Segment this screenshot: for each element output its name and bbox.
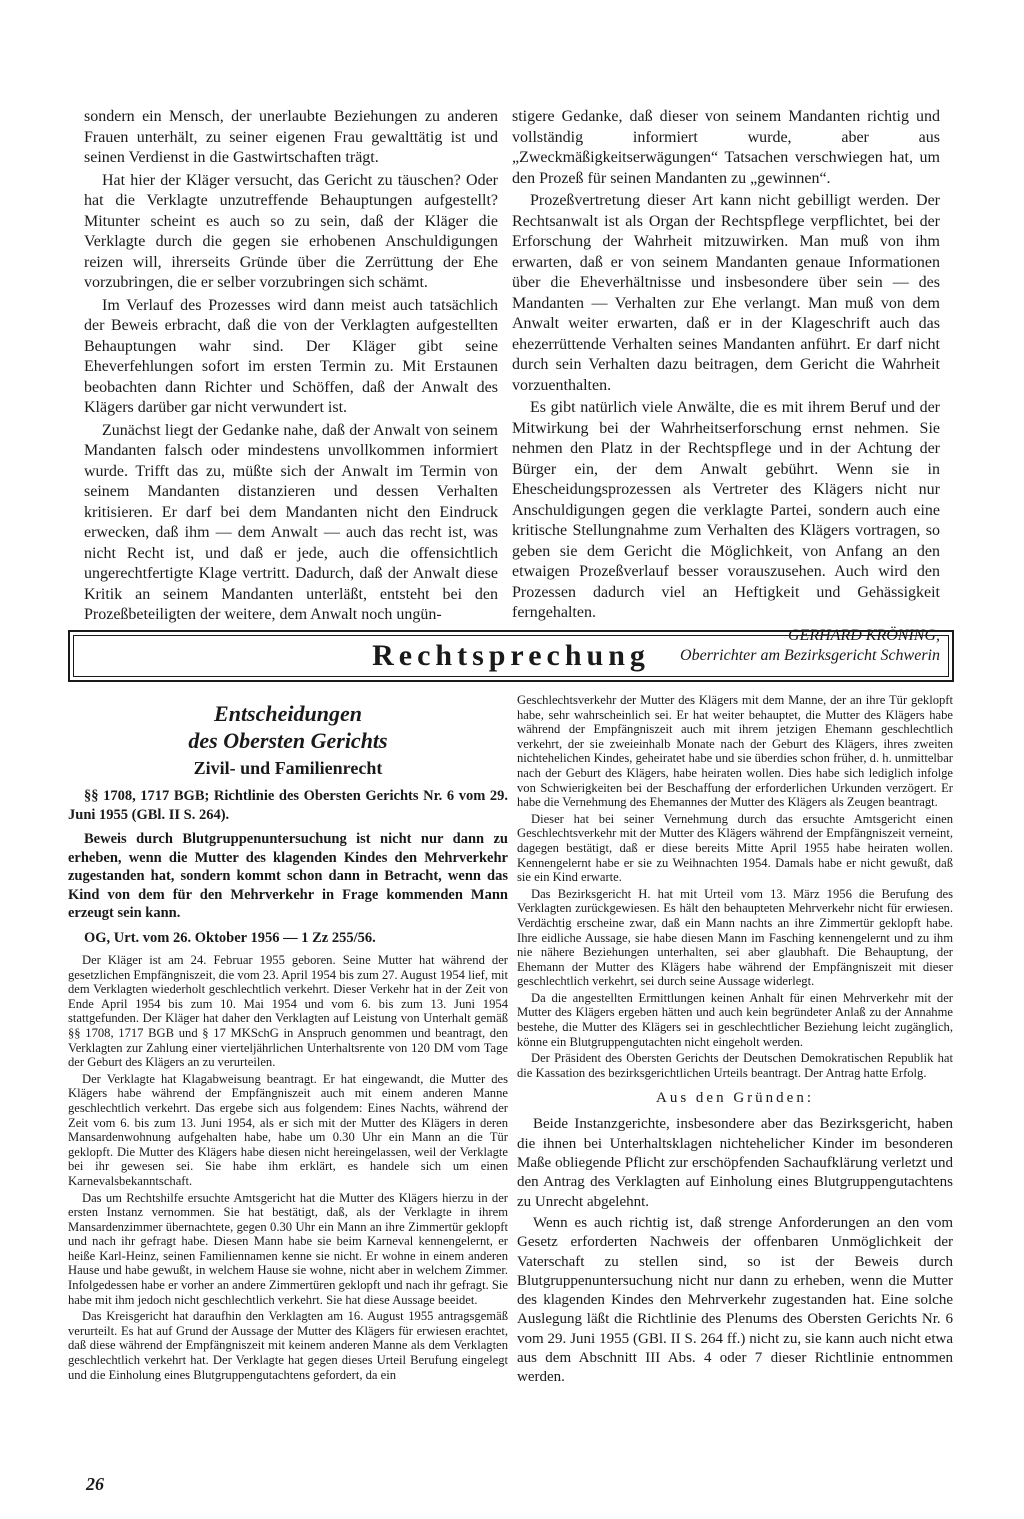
- paragraph: Das um Rechtshilfe ersuchte Amtsgericht hat die Mutter des Klägers hierzu in der ersten Instanz vernommen. Sie hat bestätigt, daß, als der Verklagte in ihrem Mansardenzimmer übernachtete, gegen 0.30 Uhr ein Mann an ihre Zimmertür geklopft und nach ihr gefragt habe. Diesen Mann habe sie beim Karneval kennengelernt, er heiße Karl-Heinz, seinen Familiennamen kenne sie nicht. Er wohne in einem anderen Hause und habe gewußt, in welchem Hause sie wohne, nicht aber in welchem Zimmer. Infolgedessen habe er vorher an andere Zimmertüren geklopft und nach ihr gefragt. Sie habe mit ihm jedoch nicht geschlechtlich verkehrt. Sie hat diese Aussage beeidet.: [68, 1190, 508, 1307]
- page-number: 26: [86, 1474, 104, 1494]
- heading-line-2: des Obersten Gerichts: [188, 728, 388, 753]
- author-title: Oberrichter am Bezirksgericht Schwerin: [680, 647, 940, 664]
- judgment-reference: OG, Urt. vom 26. Oktober 1956 — 1 Zz 255/56.: [84, 929, 376, 946]
- headnote: Beweis durch Blutgruppenuntersuchung ist nicht nur dann zu erheben, wenn die Mutter des klagenden Kindes den Mehrverkehr zugestanden hat, sondern kommt schon dann in Betracht, wenn das Kind von dem für den Mehrverkehr in Frage kommenden Mann erzeugt sein kann.: [68, 831, 508, 921]
- paragraph: sondern ein Mensch, der unerlaubte Beziehungen zu anderen Frauen unterhält, zu seiner eigenen Frau gewalttätig ist und seinen Verdienst in die Gastwirtschaften trägt.: [84, 108, 498, 166]
- paragraph: Prozeßvertretung dieser Art kann nicht gebilligt werden. Der Rechtsanwalt ist als Organ der Rechtspflege verpflichtet, bei der Erforschung der Wahrheit mitzuwirken. Man muß von ihm erwarten, daß er von seinem Mandanten genaue Informationen über die Eheverhältnisse und insbesondere über sein — des Mandanten — Verhalten zur Ehe verlangt. Man muß von dem Anwalt weiter erwarten, daß er in der Klageschrift auch das ehezerrüttende Verhalten seines Mandanten anführt. Er darf nicht durch sein Verhalten dazu beitragen, dem Gericht die Wahrheit vorzuenthalten.: [512, 192, 940, 394]
- heading-line-1: Entscheidungen: [214, 701, 362, 726]
- author-name: GERHARD KRÖNING,: [788, 626, 940, 644]
- reasons-text: [517, 1115, 953, 1387]
- subheading: Zivil- und Familienrecht: [193, 758, 383, 778]
- bottom-right-column: [517, 693, 953, 1390]
- paragraph: Geschlechtsverkehr der Mutter des Klägers mit dem Manne, der an ihre Tür geklopft habe, sehr wahrscheinlich sei. Er hat weiter behauptet, die Mutter des Klägers habe während der Empfängniszeit auch mit ihrem jetzigen Ehemann geschlechtlich verkehrt, der sie zweieinhalb Monate nach der Geburt des Klägers, ihres zweiten nichtehelichen Kindes, geheiratet habe und sie überdies schon früher, d. h. unmittelbar nach der Geburt des Klägers, habe heiraten wollen. Dies habe sich lediglich infolge von Schwierigkeiten bei der Beschaffung der erforderlichen Urkunden verzögert. Er habe die Vernehmung des Ehemannes der Mutter des Klägers als Zeugen beantragt.: [517, 693, 953, 810]
- case-facts: [68, 953, 508, 1382]
- reasons-heading: Aus den Gründen:: [656, 1090, 814, 1107]
- bottom-left-column: [68, 700, 508, 1384]
- citation: §§ 1708, 1717 BGB; Richtlinie des Obersten Gerichts Nr. 6 vom 29. Juni 1955 (GBl. II S. 264).: [68, 788, 508, 823]
- paragraph: Beide Instanzgerichte, insbesondere aber das Bezirksgericht, haben die ihnen bei Unterhaltsklagen nichtehelicher Kinder im besonderen Maße obliegende Pflicht zur erschöpfenden Sachaufklärung verletzt und den Antrag des Verklagten auf Einholung eines Blutgruppengutachtens zu Unrecht abgelehnt.: [517, 1116, 953, 1210]
- paragraph: Da die angestellten Ermittlungen keinen Anhalt für einen Mehrverkehr mit der Mutter des Klägers ergeben hätten und auch kein begründeter Anlaß zu der Annahme bestehe, die Mutter des Klägers sei in geschlechtlicher Beziehung leicht zugänglich, könne ein Blutgruppengutachten nicht eingeholt werden.: [517, 990, 953, 1049]
- paragraph: Es gibt natürlich viele Anwälte, die es mit ihrem Beruf und der Mitwirkung bei der Wahrheitserforschung ernst nehmen. Sie nehmen den Platz in der Rechtspflege und in der Achtung der Bürger ein, der dem Anwalt gebührt. Wenn sie in Ehescheidungsprozessen als Vertreter des Klägers nicht nur Anschuldigungen gegen die verklagte Partei, sondern auch eine kritische Stellungnahme zum Verhalten des Klägers vortragen, so geben sie dem Gericht die Möglichkeit, von Anfang an den etwaigen Prozeßverlauf besser vorauszusehen. Auch wird den Prozessen dadurch viel an Heftigkeit und Gehässigkeit ferngehalten.: [512, 399, 940, 621]
- paragraph: Dieser hat bei seiner Vernehmung durch das ersuchte Amtsgericht einen Geschlechtsverkehr mit der Mutter des Klägers während der Empfängniszeit verneint, dagegen bestätigt, daß er diese bereits Mitte April 1955 habe heiraten wollen. Kennengelernt habe er sie zu Weihnachten 1954. Damals habe er nicht gewußt, daß sie ein Kind erwarte.: [517, 811, 953, 885]
- paragraph: Der Präsident des Obersten Gerichts der Deutschen Demokratischen Republik hat die Kassation des bezirksgerichtlichen Urteils beantragt. Der Antrag hatte Erfolg.: [517, 1051, 953, 1080]
- top-right-column: [512, 107, 940, 667]
- case-facts-continued: [517, 693, 953, 1080]
- paragraph: Der Kläger ist am 24. Februar 1955 geboren. Seine Mutter hat während der gesetzlichen Empfängniszeit, die vom 23. April 1954 bis zum 27. August 1954 lief, mit dem Verklagten wiederholt geschlechtlich verkehrt. Dieser Verkehr hat in der Zeit von Ende April 1954 bis zum 10. Mai 1954 und vom 6. bis zum 13. Juni 1954 stattgefunden. Der Kläger hat daher den Verklagten auf Leistung von Unterhalt gemäß §§ 1708, 1717 BGB und § 17 MKSchG in Anspruch genommen und beantragt, den Verklagten zur Zahlung einer vierteljährlichen Unterhaltsrente von 120 DM vom Tage der Geburt des Klägers an zu verurteilen.: [68, 953, 508, 1070]
- top-left-column: [84, 107, 498, 628]
- paragraph: Wenn es auch richtig ist, daß strenge Anforderungen an den vom Gesetz erforderten Nachweis der offenbaren Unmöglichkeit der Vaterschaft zu stellen sind, so ist der Beweis durch Blutgruppenuntersuchung nicht nur dann zu erheben, wenn die Mutter des klagenden Kindes den Mehrverkehr zugestanden hat. Eine solche Auslegung läßt die Richtlinie des Plenums des Obersten Gerichts Nr. 6 vom 29. Juni 1955 (GBl. II S. 264 ff.) nicht zu, sie kann auch nicht etwa aus dem Abschnitt III Abs. 4 oder 7 dieser Richtlinie entnommen werden.: [517, 1214, 953, 1386]
- paragraph: Im Verlauf des Prozesses wird dann meist auch tatsächlich der Beweis erbracht, daß die von der Verklagten aufgestellten Behauptungen wahr sind. Der Kläger gibt seine Eheverfehlungen sofort im ersten Termin zu. Mit Erstaunen beobachten dann Richter und Schöffen, daß der Anwalt des Klägers darüber gar nicht verwundert ist.: [84, 296, 498, 416]
- paragraph: Zunächst liegt der Gedanke nahe, daß der Anwalt von seinem Mandanten falsch oder mindestens unvollkommen informiert wurde. Trifft das zu, müßte sich der Anwalt im Termin von seinem Mandanten distanzieren und dessen Verhalten kritisieren. Er darf bei dem Mandanten nicht den Eindruck erwecken, daß ihm — dem Anwalt — auch das recht ist, was nicht Recht ist, und daß er jede, auch die offensichtlich ungerechtfertigte Klage vertritt. Dadurch, daß der Anwalt diese Kritik an seinem Mandanten unterläßt, entsteht bei den Prozeßbeteiligten der weitere, dem Anwalt noch ungün-: [84, 421, 498, 623]
- paragraph: Das Kreisgericht hat daraufhin den Verklagten am 16. August 1955 antragsgemäß verurteilt. Es hat auf Grund der Aussage der Mutter des Klägers für erwiesen erachtet, daß diese während der Empfängniszeit mit keinem anderen Manne als dem Verklagten geschlechtlich verkehrt hat. Der Verklagte hat gegen dieses Urteil Berufung eingelegt und die Einholung eines Blutgruppengutachtens gefordert, da ein: [68, 1309, 508, 1382]
- section-banner: [68, 630, 954, 682]
- paragraph: Hat hier der Kläger versucht, das Gericht zu täuschen? Oder hat die Verklagte unzutreffende Behauptungen aufgestellt? Mitunter scheint es auch so zu sein, daß der Kläger die Verklagte durch die gegen sie erhobenen Anschuldigungen reizen will, ihrerseits Gründe über die Zerrüttung der Ehe vorzubringen, die er selber vorzubringen sich schämt.: [84, 171, 498, 291]
- paragraph: Das Bezirksgericht H. hat mit Urteil vom 13. März 1956 die Berufung des Verklagten zurückgewiesen. Es hält den behaupteten Mehrverkehr nicht für erwiesen. Verdächtig erscheine zwar, daß ein Mann nachts an ihre Zimmertür geklopft habe. Ihre eidliche Aussage, sie habe diesen Mann im Fasching kennengelernt und zu ihm nie nähere Beziehungen unterhalten, sei aber glaubhaft. Die Behauptung, der Ehemann der Mutter des Klägers habe während der Empfängniszeit mit dieser geschlechtlich verkehrt, sei durch seine Aussage widerlegt.: [517, 886, 953, 989]
- paragraph: Der Verklagte hat Klagabweisung beantragt. Er hat eingewandt, die Mutter des Klägers habe während der Empfängniszeit auch mit einem anderen Manne geschlechtlich verkehrt. Das ergebe sich aus folgendem: Eines Nachts, während der Zeit vom 6. bis zum 13. Juni 1954, als er sich mit der Mutter des Klägers in deren Mansardenwohnung aufgehalten habe, habe um 0.30 Uhr ein Mann an die Tür geklopft. Die Mutter des Klägers habe diesen nicht hereingelassen, weil der Verklagte bei ihr gewesen sei. Sie habe ihm erklärt, es handele sich um einen Karnevalsbekanntschaft.: [68, 1071, 508, 1188]
- section-title: Rechtsprechung: [372, 639, 650, 672]
- paragraph: stigere Gedanke, daß dieser von seinem Mandanten richtig und vollständig informiert wurde, aber aus „Zweckmäßigkeitserwägungen“ Tatsachen verschwiegen hat, um den Prozeß für seinen Mandanten zu „gewinnen“.: [512, 108, 940, 187]
